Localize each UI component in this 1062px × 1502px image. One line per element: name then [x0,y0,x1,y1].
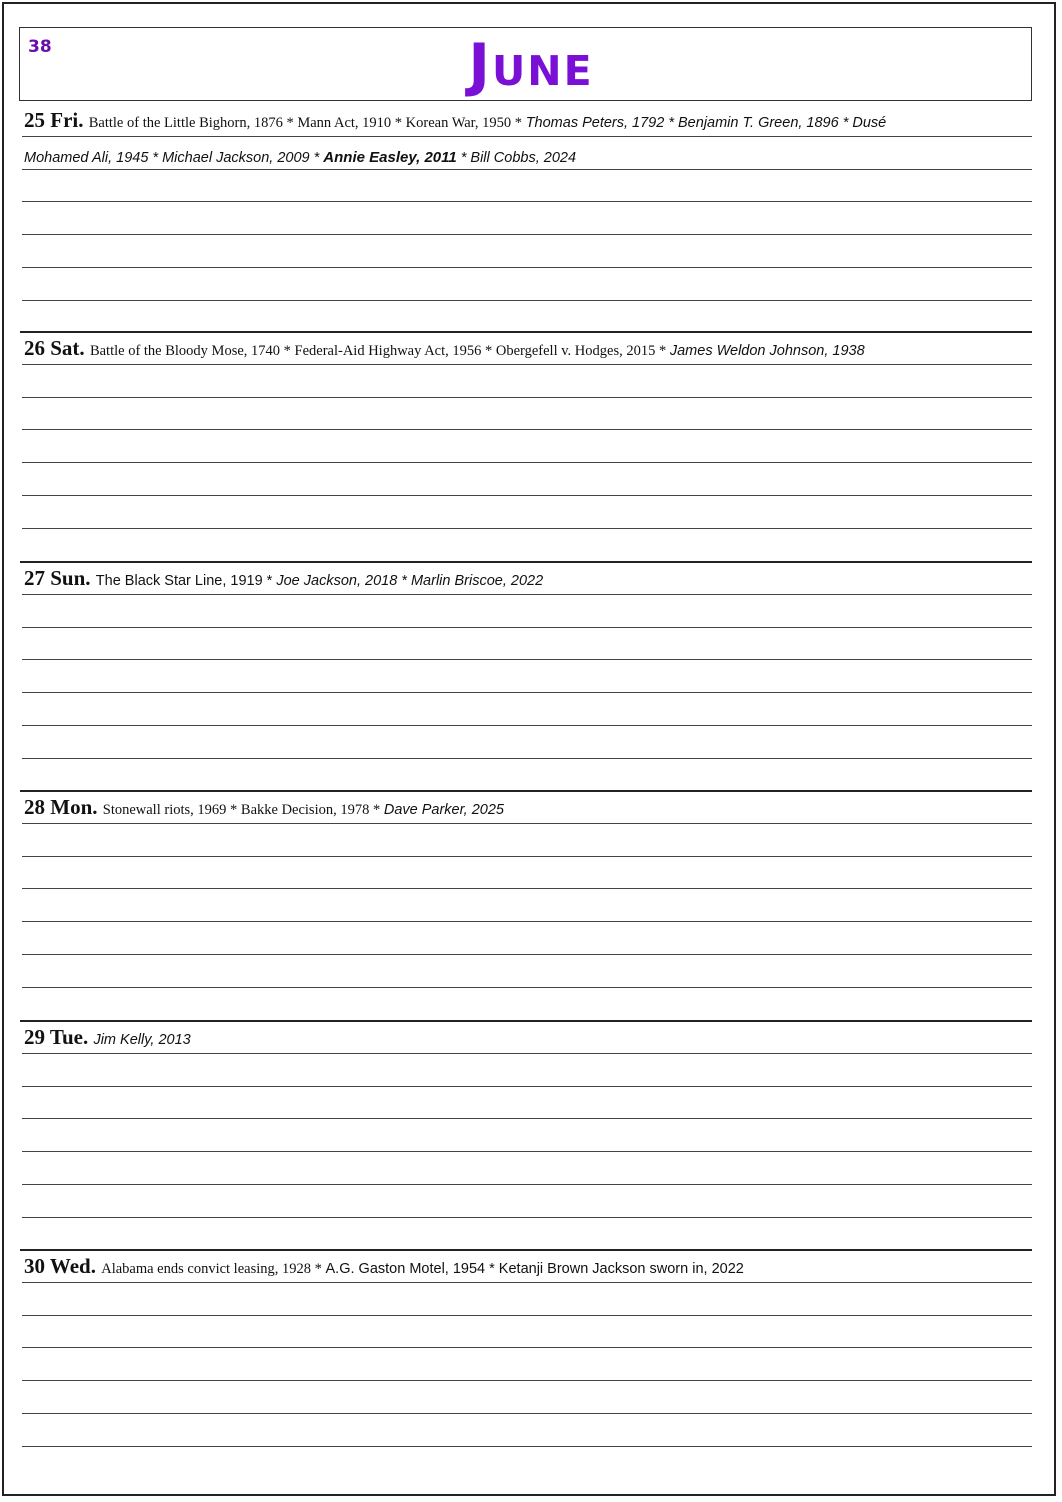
writing-line [22,364,1032,365]
writing-line [22,921,1032,922]
day-heading [24,797,1034,818]
writing-line [22,1217,1032,1218]
day-separator [20,1020,1032,1022]
writing-line [22,1282,1032,1283]
page-number: 38 [28,37,52,57]
day-label: 29 Tue. [24,1025,94,1049]
writing-line [22,1413,1032,1414]
writing-line [22,462,1032,463]
event-text: Battle of the Little Bighorn, 1876 * Mann Act, 1910 * Korean War, 1950 * [88,115,526,131]
day-separator [20,1249,1032,1251]
writing-line [22,594,1032,595]
writing-line [22,954,1032,955]
day-label: 27 Sun. [24,566,96,590]
writing-line [22,1446,1032,1447]
writing-line [22,692,1032,693]
writing-line [22,823,1032,824]
writing-line [22,136,1032,137]
event-text: Annie Easley, 2011 [323,149,457,166]
day-heading [24,110,1034,131]
writing-line [22,987,1032,988]
day-separator [20,561,1032,563]
event-text: Alabama ends convict leasing, 1928 * [101,1261,326,1277]
day-label: 26 Sat. [24,336,90,360]
event-text: The Black Star Line, 1919 * [95,573,277,589]
event-text: * Bill Cobbs, 2024 [456,150,577,166]
event-text: Battle of the Bloody Mose, 1740 * Federal-Aid Highway Act, 1956 * Obergefell v. Hodges, 2015 * [89,343,670,359]
event-text: Jim Kelly, 2013 [93,1032,191,1048]
event-text: James Weldon Johnson, 1938 [669,343,865,359]
writing-line [22,888,1032,889]
writing-line [22,725,1032,726]
writing-line [22,1086,1032,1087]
day-heading [24,1256,1034,1277]
writing-line [22,495,1032,496]
writing-line [22,201,1032,202]
writing-line [22,856,1032,857]
day-heading [24,338,1034,359]
writing-line [22,1380,1032,1381]
writing-line [22,1184,1032,1185]
event-text: Stonewall riots, 1969 * Bakke Decision, 1978 * [102,802,384,818]
writing-line [22,1315,1032,1316]
day-heading [24,1027,1034,1048]
day-separator [20,331,1032,333]
writing-line [22,627,1032,628]
writing-line [22,1053,1032,1054]
writing-line [22,1118,1032,1119]
writing-line [22,169,1032,170]
event-text: A.G. Gaston Motel, 1954 * Ketanji Brown Jackson sworn in, 2022 [325,1261,744,1277]
writing-line [22,300,1032,301]
writing-line [22,528,1032,529]
writing-line [22,1347,1032,1348]
day-label: 25 Fri. [24,108,89,132]
writing-line [22,267,1032,268]
day-label: 30 Wed. [24,1254,102,1278]
month-title: June [468,31,594,99]
day-separator [20,790,1032,792]
event-text: Dave Parker, 2025 [383,802,504,818]
writing-line [22,429,1032,430]
day-heading-continued [24,150,576,166]
writing-line [22,1151,1032,1152]
event-text: Thomas Peters, 1792 * Benjamin T. Green, 1896 * Dusé [525,115,887,131]
day-heading [24,568,1034,589]
writing-line [22,397,1032,398]
writing-line [22,758,1032,759]
event-text: Joe Jackson, 2018 * Marlin Briscoe, 2022 [276,573,544,589]
event-text: Mohamed Ali, 1945 * Michael Jackson, 2009 * [24,150,324,166]
writing-line [22,659,1032,660]
day-label: 28 Mon. [24,795,103,819]
writing-line [22,234,1032,235]
